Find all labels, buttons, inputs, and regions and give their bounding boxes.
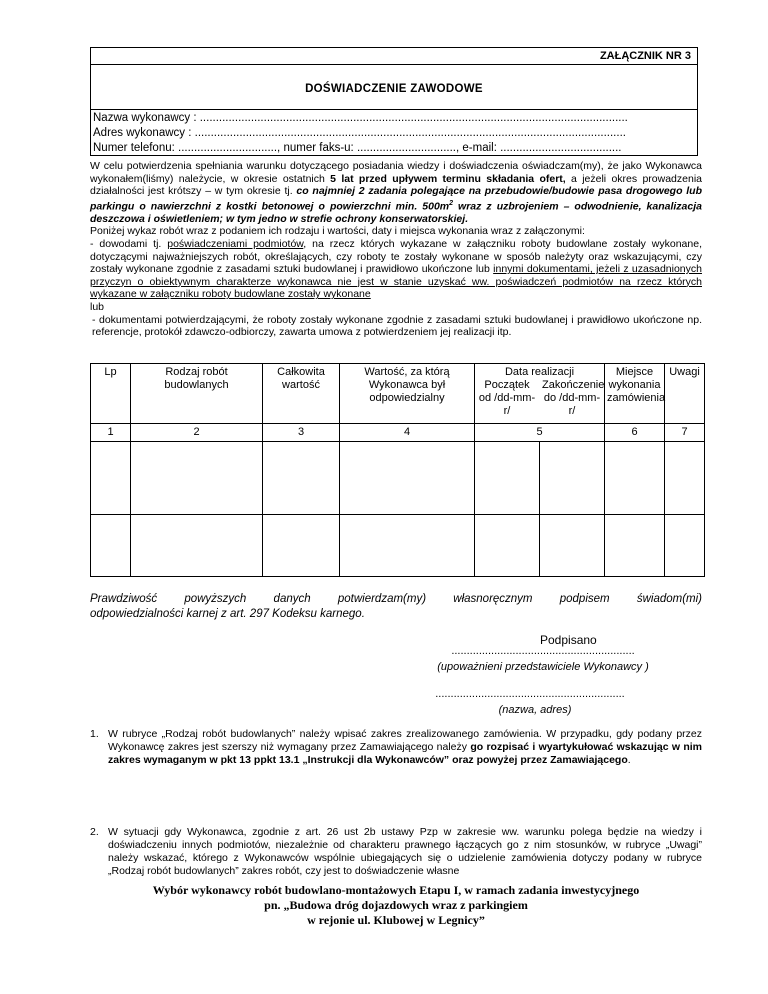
footer-line-1: Wybór wykonawcy robót budowlano-montażowych Etapu I, w ramach zadania inwestycyjnego <box>152 883 640 897</box>
contractor-address-line: Adres wykonawcy : ....................................................................................................................................... <box>93 127 626 139</box>
header-end-date: Zakończenie do /dd-mm-r/ <box>542 379 605 417</box>
col-number: 4 <box>340 424 475 442</box>
representatives-caption: (upoważnieni przedstawiciele Wykonawcy ) <box>437 661 649 673</box>
contractor-name-line: Nazwa wykonawcy : ...................................................................................................................................... <box>93 112 628 124</box>
signature-line-2: .............................................................. <box>435 688 625 700</box>
table-header-row <box>91 364 705 424</box>
header-own-value: Wartość, za którą Wykonawca był odpowiedzialny <box>340 364 475 424</box>
footer-line-3: w rejonie ul. Klubowej w Legnicy” <box>307 913 485 927</box>
document-title: DOŚWIADCZENIE ZAWODOWE <box>90 64 698 110</box>
note-2: 2. W sytuacji gdy Wykonawca, zgodnie z art. 26 ust 2b ustawy Pzp w zakresie ww. warunku polega będzie na wiedzy i doświadczeniu innych podmiotów, niezależnie od charakteru prawnego łączących go z nim stosunków, w rubryce „Uwagi” należy wskazać, którego z Wykonawców wspólnie ubiegających się o udzielenie zamówienia dotyczy podany w rubryce „Rodzaj robót budowlanych” zakres robót, czy jest to doświadczenie własne <box>90 826 702 877</box>
intro-text <box>90 160 702 339</box>
col-number: 6 <box>605 424 665 442</box>
table-row <box>91 515 705 577</box>
attestation <box>90 592 702 622</box>
note-2-number: 2. <box>90 826 99 838</box>
table-number-row <box>91 424 705 442</box>
col-number: 3 <box>263 424 340 442</box>
header-total-value: Całkowita wartość <box>263 364 340 424</box>
header-dates <box>475 364 605 424</box>
intro-paragraph-5: - dokumentami potwierdzającymi, że roboty zostały wykonane zgodnie z zasadami sztuki budowlanej i prawidłowo ukończone np. referencje, protokół zdawczo-odbiorczy, zawarta umowa z potwierdzeniem jej realizacji itp. <box>92 313 702 339</box>
header-start-date: Początek od /dd-mm-r/ <box>478 379 536 417</box>
signature-line-1: ............................................................ <box>451 645 635 657</box>
header-place: Miejsce wykonania zamówienia <box>605 364 665 424</box>
header-lp: Lp <box>91 364 131 424</box>
intro-paragraph-1: W celu potwierdzenia spełniania warunku dotyczącego posiadania wiedzy i doświadczenia oświadczam(my), że jako Wykonawca wykonałem(liśmy) należycie, w okresie ostatnich 5 lat przed upływem terminu składania ofert, a jeżeli okres prowadzenia działalności jest krótszy – w tym okresie tj. co najmniej 2 zadania polegające na przebudowie/budowie pasa drogowego lub parkingu o nawierzchni z kostki betonowej o powierzchni min. $500m^2$ wraz z uzbrojeniem – odwodnienie, kanalizacja deszczowa i oświetleniem; w tym jedno w strefie ochrony konserwatorskiej. <box>90 160 703 225</box>
intro-paragraph-2: Poniżej wykaz robót wraz z podaniem ich rodzaju i wartości, daty i miejsca wykonania wraz z załączonymi: <box>90 225 585 238</box>
table-row <box>91 442 705 515</box>
col-number: 7 <box>665 424 705 442</box>
col-number: 1 <box>91 424 131 442</box>
name-address-caption: (nazwa, adres) <box>498 704 572 716</box>
intro-paragraph-4: lub <box>90 301 105 314</box>
attestation-line-2: odpowiedzialności karnej z art. 297 Kodeksu karnego. <box>90 608 365 620</box>
col-number: 5 <box>475 424 605 442</box>
col-number: 2 <box>131 424 263 442</box>
attestation-line-1: Prawdziwość powyższych danych potwierdzam(my) własnoręcznym podpisem świadom(mi) <box>90 593 702 605</box>
footer-line-2: pn. „Budowa dróg dojazdowych wraz z parkingiem <box>264 898 528 912</box>
note-1: 1. W rubryce „Rodzaj robót budowlanych” należy wpisać zakres zrealizowanego zamówienia. W przypadku, gdy podany przez Wykonawcę zakres jest szerszy niż wymagany przez Zamawiającego należy go rozpisać i wyartykułować wskazując w nim zakres wymaganym w pkt 13 ppkt 13.1 „Instrukcji dla Wykonawców” oraz powyżej przez Zamawiającego. <box>90 728 702 766</box>
header-notes: Uwagi <box>665 364 705 424</box>
signed-label: Podpisano <box>540 633 597 647</box>
works-table <box>90 363 705 577</box>
header-type: Rodzaj robót budowlanych <box>131 364 263 424</box>
header-dates-label: Data realizacji <box>504 366 575 378</box>
contractor-info-box <box>90 109 698 156</box>
intro-paragraph-3: - dowodami tj. poświadczeniami podmiotów, na rzecz których wykazane w załączniku roboty budowlane zostały wykonane, dotyczącymi najważniejszych robót, określających, czy roboty te zostały wykonane w sposób należyty oraz wskazującymi, czy zostały wykonane zgodnie z zasadami sztuki budowlanej i prawidłowo ukończone lub innymi dokumentami, jeżeli z uzasadnionych przyczyn o obiektywnym charakterze wykonawca nie jest w stanie uzyskać ww. poświadczeń podmiotów na rzecz których wykazane w załączniku roboty budowlane zostały wykonane <box>90 238 702 301</box>
footer <box>90 883 702 928</box>
contractor-contact-line: Numer telefonu: ..............................., numer faks-u: ..............................., e-mail: ...................................... <box>93 142 622 154</box>
attachment-label: ZAŁĄCZNIK NR 3 <box>90 47 698 65</box>
note-1-number: 1. <box>90 728 99 740</box>
